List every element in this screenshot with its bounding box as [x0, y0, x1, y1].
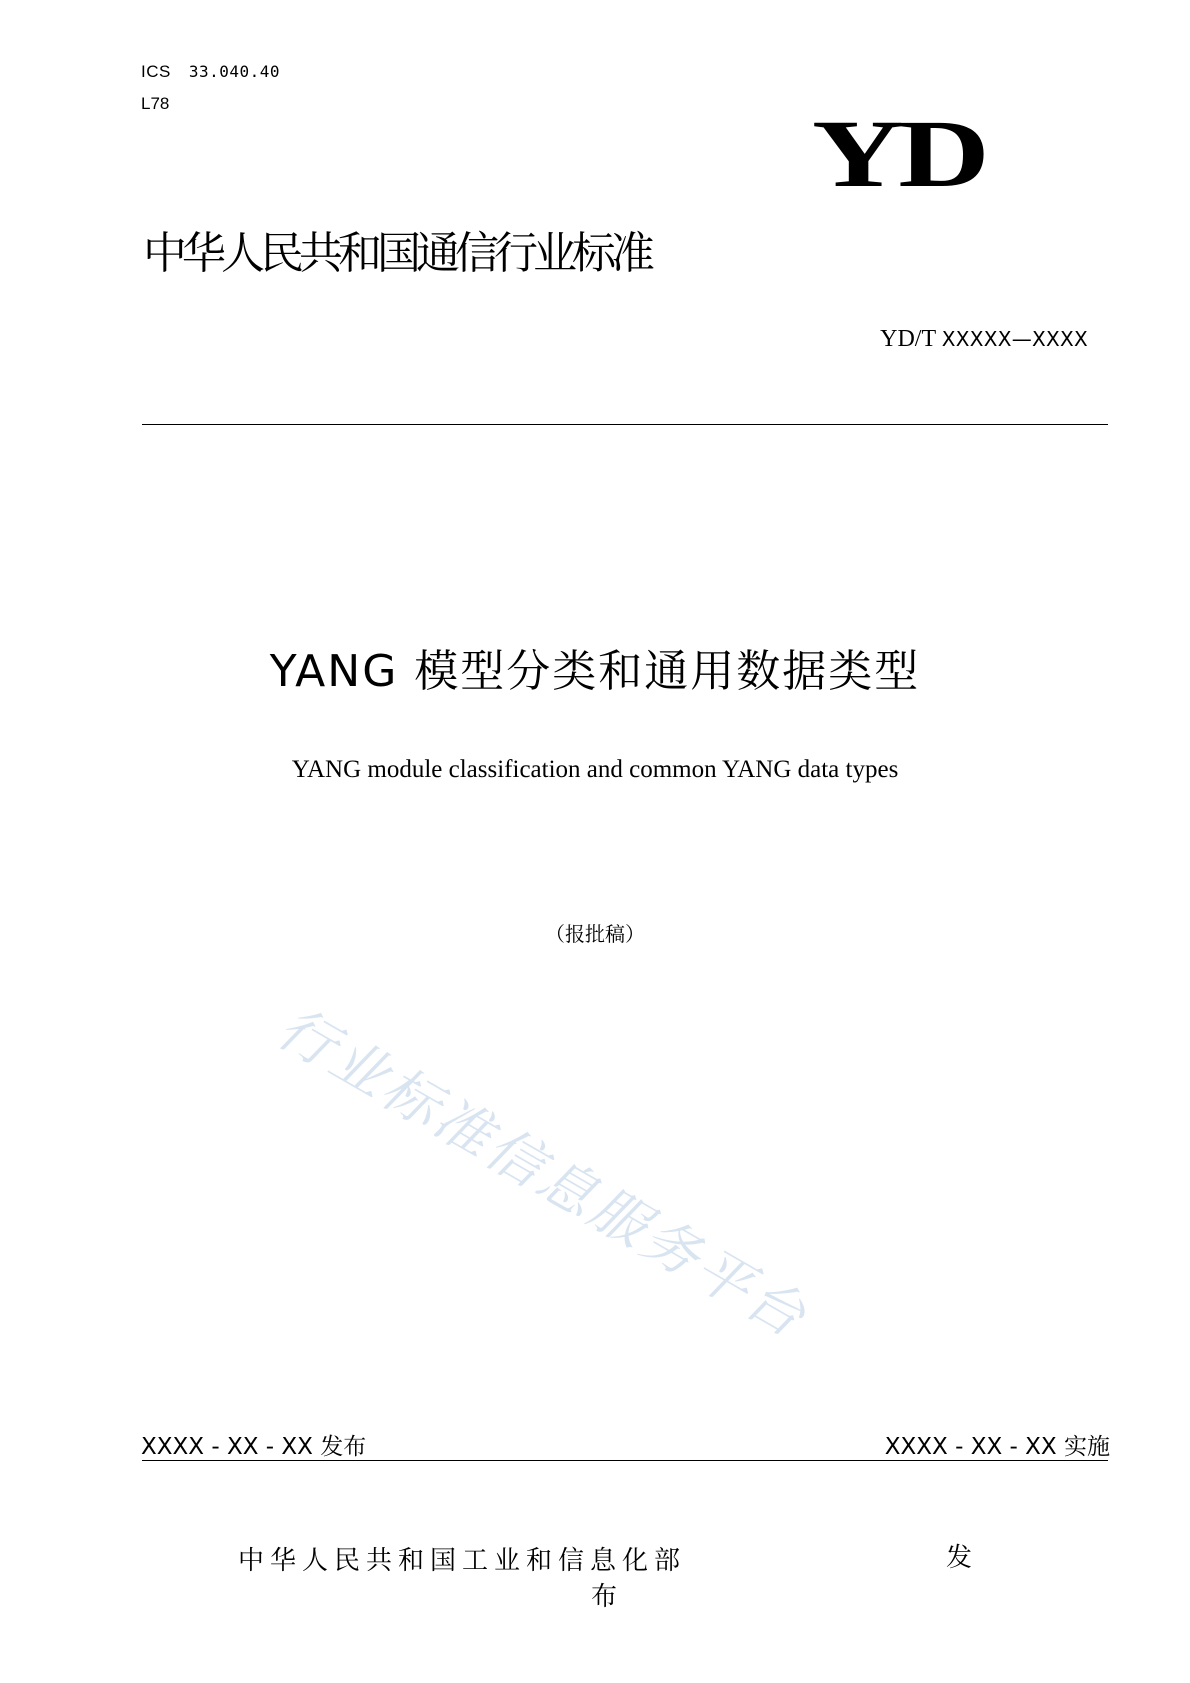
document-title-english: YANG module classification and common YANG data types	[291, 756, 899, 783]
ics-label: ICS	[141, 62, 171, 81]
publish-date: XXXX - XX - XX 发布	[141, 1434, 367, 1460]
issuing-authority: 中华人民共和国工业和信息化部	[238, 1546, 687, 1576]
issue-char-fa: 发	[946, 1543, 973, 1573]
ics-code: 33.040.40	[188, 62, 281, 81]
issue-char-bu: 布	[591, 1582, 618, 1612]
draft-stage-label: （报批稿）	[545, 922, 645, 946]
standard-number-prefix: YD/T	[880, 326, 936, 352]
header-divider	[142, 424, 1108, 425]
standard-number	[880, 326, 1088, 353]
ccs-code: L78	[141, 94, 170, 113]
implement-date: XXXX - XX - XX 实施	[884, 1434, 1110, 1460]
watermark: 行业标准信息服务平台	[266, 995, 819, 1352]
ics-classification	[141, 62, 280, 82]
standard-name: 中华人民共和国通信行业标准	[143, 228, 650, 279]
yd-logo: YD	[812, 100, 985, 207]
document-title-chinese: YANG 模型分类和通用数据类型	[269, 646, 921, 697]
standard-number-rest: XXXXX—XXXX	[941, 327, 1088, 351]
footer-divider	[142, 1460, 1108, 1461]
